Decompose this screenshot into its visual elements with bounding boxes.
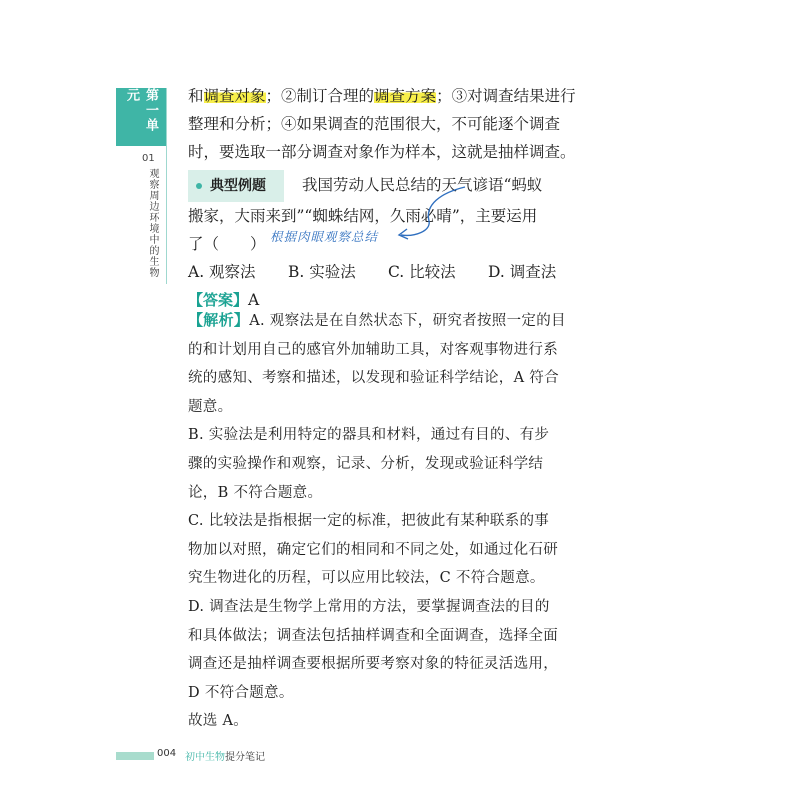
handwritten-note: 根据肉眼观察总结 xyxy=(270,229,379,244)
analysis-line: D. 调查法是生物学上常用的方法，要掌握调查法的目的 xyxy=(188,598,550,615)
analysis-line: 骤的实验操作和观察，记录、分析，发现或验证科学结 xyxy=(188,455,544,472)
highlight-survey-object: 调查对象 xyxy=(203,87,266,105)
option-b: B. 实验法 xyxy=(288,263,356,281)
intro-line-1: 和调查对象；②制订合理的调查方案；③对调查结果进行 xyxy=(188,87,576,105)
bullet-icon xyxy=(196,183,202,189)
analysis-line: 和具体做法；调查法包括抽样调查和全面调查，选择全面 xyxy=(188,627,558,644)
analysis-line: C. 比较法是指根据一定的标准，把彼此有某种联系的事 xyxy=(188,513,550,530)
highlight-survey-plan: 调查方案 xyxy=(374,87,437,105)
side-divider xyxy=(166,88,167,284)
analysis-line: D 不符合题意。 xyxy=(188,684,294,701)
analysis-line: 究生物进化的历程，可以应用比较法，C 不符合题意。 xyxy=(188,570,545,587)
analysis-line: 故选 A。 xyxy=(188,713,249,730)
analysis-label: 【解析】 xyxy=(188,311,250,329)
analysis-line: 统的感知、考察和描述，以发现和验证科学结论，A 符合 xyxy=(188,370,559,387)
example-line-1: 典型例题 我国劳动人民总结的天气谚语“蚂蚁 xyxy=(188,170,608,202)
analysis-block xyxy=(188,306,608,736)
analysis-line: B. 实验法是利用特定的器具和材料，通过有目的、有步 xyxy=(188,427,550,444)
handnote-arrow-icon xyxy=(395,185,475,245)
answer-value: A xyxy=(248,291,260,309)
chapter-title: 观察周边环境中的生物 xyxy=(147,168,158,278)
options-row xyxy=(188,258,608,286)
intro-line-2: 整理和分析；④如果调查的范围很大，不可能逐个调查 xyxy=(188,115,561,133)
analysis-line: 论，B 不符合题意。 xyxy=(188,484,323,501)
unit-tab: 第一单元 xyxy=(116,88,166,146)
intro-line-3: 时，要选取一部分调查对象作为样本，这就是抽样调查。 xyxy=(188,143,576,161)
page-number: 004 xyxy=(157,748,177,759)
footer-bar xyxy=(116,752,154,760)
example-line-3: 了（ ） xyxy=(188,235,266,253)
chapter-number: 01 xyxy=(142,153,155,164)
analysis-line: 【解析】A. 观察法是在自然状态下，研究者按照一定的目 xyxy=(188,311,566,329)
analysis-line: 的和计划用自己的感官外加辅助工具，对客观事物进行系 xyxy=(188,341,558,358)
analysis-line: 题意。 xyxy=(188,398,233,415)
analysis-line: 物加以对照，确定它们的相同和不同之处，如通过化石研 xyxy=(188,541,558,558)
analysis-line: 调查还是抽样调查要根据所要考察对象的特征灵活选用， xyxy=(188,656,558,673)
option-a: A. 观察法 xyxy=(188,263,256,281)
book-title: 初中生物提分笔记 xyxy=(185,752,265,763)
answer-label: 【答案】 xyxy=(188,291,249,309)
option-d: D. 调查法 xyxy=(488,263,557,281)
example-line-2: 搬家，大雨来到”“蜘蛛结网，久雨必晴”，主要运用 xyxy=(188,207,538,225)
option-c: C. 比较法 xyxy=(388,263,456,281)
example-tag: 典型例题 xyxy=(188,170,284,202)
